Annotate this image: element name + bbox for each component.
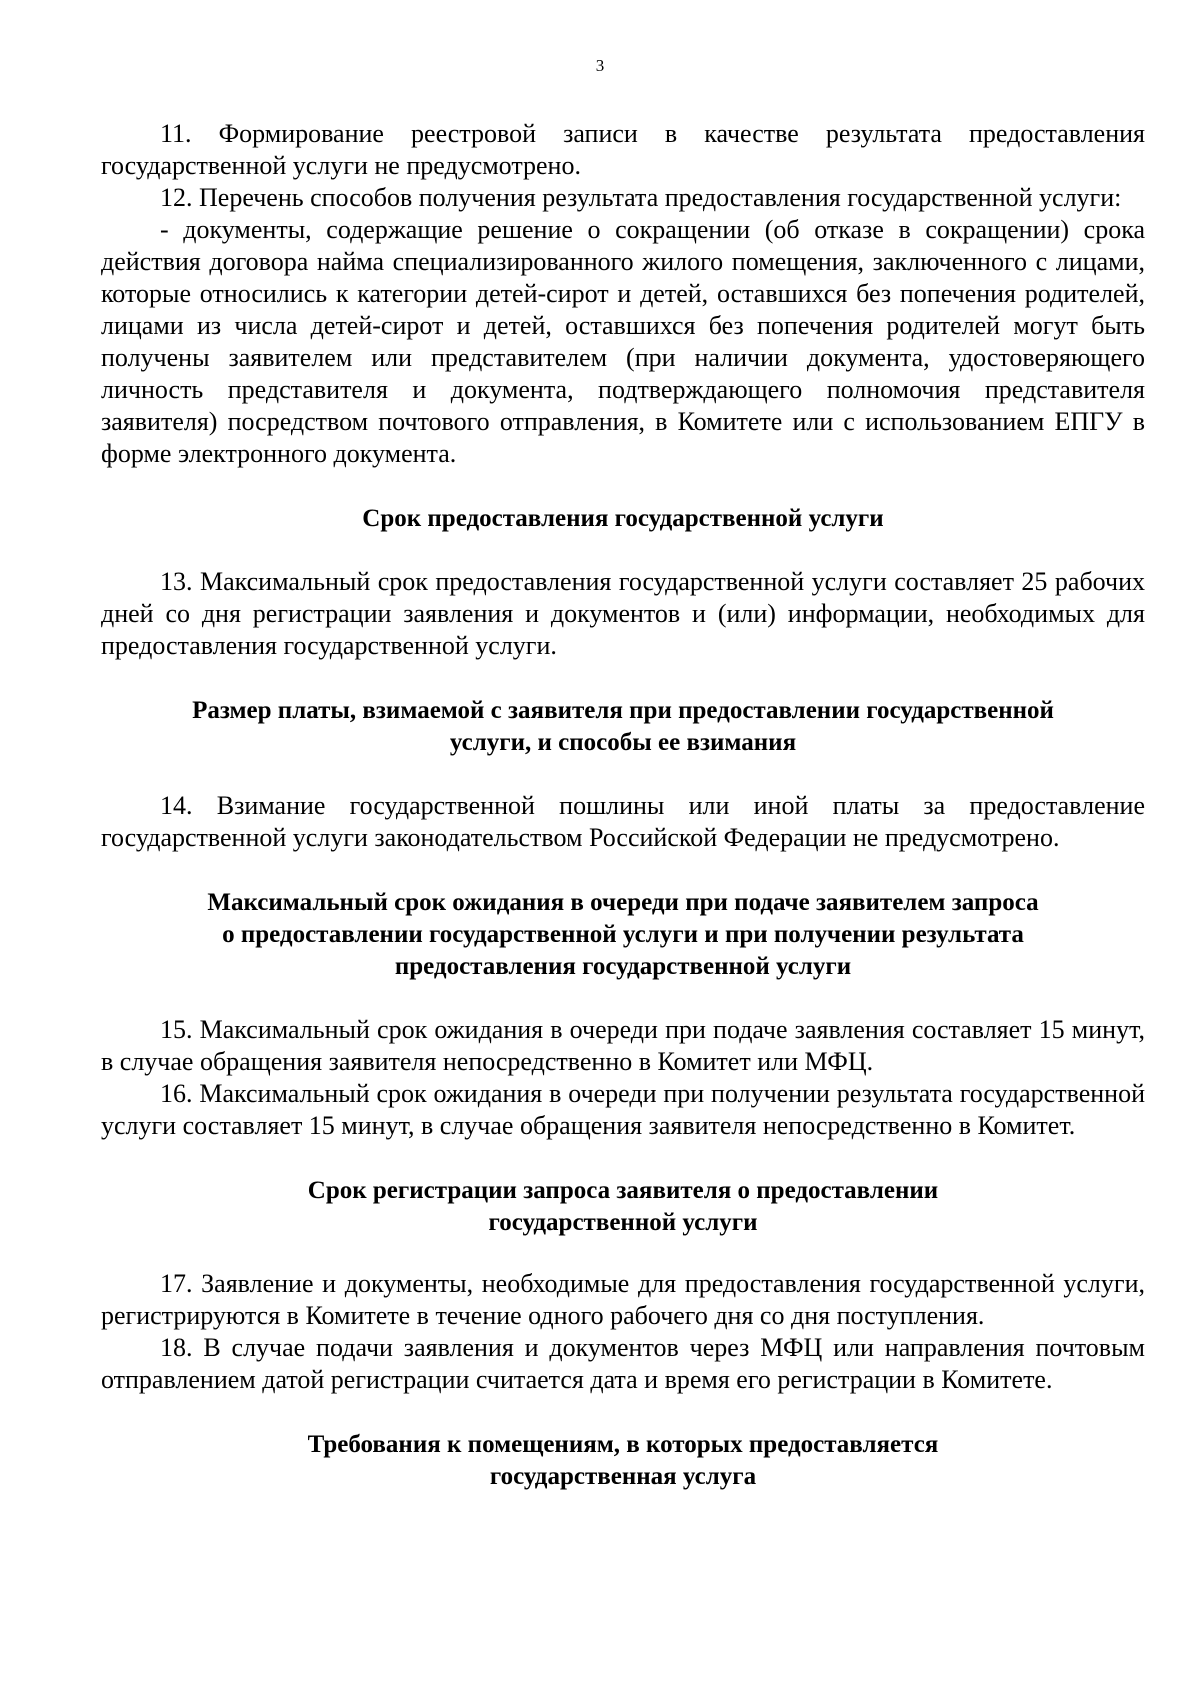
heading-line: Максимальный срок ожидания в очереди при подаче заявителем запроса xyxy=(207,889,1039,916)
paragraph-12: 12. Перечень способов получения результата предоставления государственной услуги: xyxy=(160,183,1122,212)
heading-line: Требования к помещениям, в которых предоставляется xyxy=(307,1431,939,1458)
section-heading-premises xyxy=(101,1429,1145,1493)
spacer xyxy=(101,1396,1145,1429)
paragraph-14: 14. Взимание государственной пошлины или иной платы за предоставление государственной услуги законодательством Российской Федерации не предусмотрено. xyxy=(101,791,1145,852)
spacer xyxy=(101,854,1145,887)
heading-line: Размер платы, взимаемой с заявителя при предоставлении государственной xyxy=(192,697,1054,724)
paragraph-12-list-item: - документы, содержащие решение о сокращении (об отказе в сокращении) срока действия договора найма специализированного жилого помещения, заключенного с лицами, которые относились к категории детей-сирот и детей, оставшихся без попечения родителей, лицами из числа детей-сирот и детей, оставшихся без попечения родителей могут быть получены заявителем или представителем (при наличии документа, удостоверяющего личность представителя и документа, подтверждающего полномочия представителя заявителя) посредством почтового отправления, в Комитете или с использованием ЕПГУ в форме электронного документа. xyxy=(101,215,1145,468)
spacer xyxy=(101,1142,1145,1175)
spacer xyxy=(101,662,1145,695)
spacer xyxy=(101,535,1145,566)
paragraph-15: 15. Максимальный срок ожидания в очереди при подаче заявления составляет 15 минут, в случае обращения заявителя непосредственно в Комитет или МФЦ. xyxy=(101,1015,1145,1076)
spacer xyxy=(101,470,1145,503)
spacer xyxy=(101,1239,1145,1268)
section-heading-registration xyxy=(101,1175,1145,1239)
page-number: 3 xyxy=(595,56,605,75)
section-heading-queue xyxy=(101,887,1145,983)
document-body xyxy=(101,118,1145,1493)
section-heading-term xyxy=(101,503,1145,535)
heading-line: Срок регистрации запроса заявителя о предоставлении xyxy=(307,1177,939,1204)
paragraph-13: 13. Максимальный срок предоставления государственной услуги составляет 25 рабочих дней со дня регистрации заявления и документов и (или) информации, необходимых для предоставления государственной услуги. xyxy=(101,567,1145,660)
heading-line: о предоставлении государственной услуги и при получении результата xyxy=(222,921,1024,948)
paragraph-17: 17. Заявление и документы, необходимые для предоставления государственной услуги, регистрируются в Комитете в течение одного рабочего дня со дня поступления. xyxy=(101,1269,1145,1330)
paragraph-18: 18. В случае подачи заявления и документов через МФЦ или направления почтовым отправлением датой регистрации считается дата и время его регистрации в Комитете. xyxy=(101,1333,1145,1394)
paragraph-16: 16. Максимальный срок ожидания в очереди при получении результата государственной услуги составляет 15 минут, в случае обращения заявителя непосредственно в Комитет. xyxy=(101,1079,1145,1140)
spacer xyxy=(101,983,1145,1014)
heading-line: государственная услуга xyxy=(489,1463,757,1490)
paragraph-11: 11. Формирование реестровой записи в качестве результата предоставления государственной услуги не предусмотрено. xyxy=(101,119,1145,180)
spacer xyxy=(101,759,1145,790)
heading-line: государственной услуги xyxy=(488,1209,758,1236)
section-heading-fee xyxy=(101,695,1145,759)
heading-line: услуги, и способы ее взимания xyxy=(449,729,797,756)
heading-line: предоставления государственной услуги xyxy=(394,953,852,980)
heading-line: Срок предоставления государственной услуги xyxy=(362,505,884,532)
